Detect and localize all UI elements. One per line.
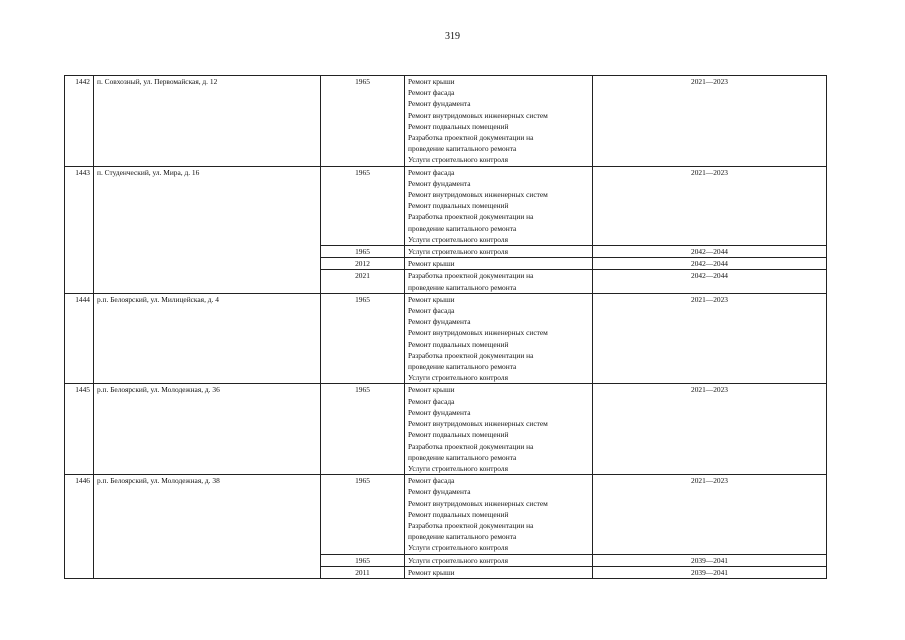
works-cell <box>405 293 593 384</box>
work-item: проведение капитального ремонта <box>408 282 517 292</box>
work-item: Ремонт фундамента <box>408 317 471 327</box>
year-cell: 1965 <box>321 293 405 384</box>
period-cell: 2021—2023 <box>593 475 827 554</box>
works-cell <box>405 566 593 578</box>
period-cell: 2039—2041 <box>593 554 827 566</box>
work-item: Ремонт крыши <box>408 385 455 395</box>
work-item: Ремонт внутридомовых инженерных систем <box>408 328 548 338</box>
work-item: проведение капитального ремонта <box>408 452 517 462</box>
work-item: Ремонт крыши <box>408 567 455 577</box>
work-item: Услуги строительного контроля <box>408 543 508 553</box>
work-item: Разработка проектной документации на <box>408 133 534 143</box>
work-item: Ремонт фундамента <box>408 99 471 109</box>
capital-repair-table <box>64 75 827 579</box>
work-item: Ремонт крыши <box>408 259 455 269</box>
work-item: Услуги строительного контроля <box>408 463 508 473</box>
work-item: Ремонт подвальных помещений <box>408 509 509 519</box>
works-cell <box>405 384 593 475</box>
year-cell: 1965 <box>321 554 405 566</box>
address-cell: р.п. Белоярский, ул. Милицейская, д. 4 <box>94 293 321 384</box>
work-item: Ремонт фасада <box>408 306 455 316</box>
year-cell: 1965 <box>321 384 405 475</box>
work-item: Ремонт внутридомовых инженерных систем <box>408 498 548 508</box>
period-cell: 2042—2044 <box>593 246 827 258</box>
work-item: проведение капитального ремонта <box>408 362 517 372</box>
address-cell: р.п. Белоярский, ул. Молодежная, д. 38 <box>94 475 321 579</box>
period-cell: 2021—2023 <box>593 166 827 245</box>
period-cell: 2021—2023 <box>593 384 827 475</box>
table-row <box>65 475 827 554</box>
year-cell: 1965 <box>321 475 405 554</box>
work-item: Ремонт подвальных помещений <box>408 201 509 211</box>
year-cell: 1965 <box>321 246 405 258</box>
row-number: 1443 <box>65 166 94 293</box>
table-row <box>65 293 827 384</box>
period-cell: 2021—2023 <box>593 293 827 384</box>
works-cell <box>405 554 593 566</box>
works-cell <box>405 76 593 167</box>
work-item: Ремонт фасада <box>408 476 455 486</box>
work-item: Ремонт подвальных помещений <box>408 430 509 440</box>
work-item: Ремонт фундамента <box>408 487 471 497</box>
work-item: Ремонт внутридомовых инженерных систем <box>408 419 548 429</box>
work-item: проведение капитального ремонта <box>408 144 517 154</box>
address-cell: п. Студенческий, ул. Мира, д. 16 <box>94 166 321 293</box>
work-item: Ремонт фундамента <box>408 407 471 417</box>
work-item: Услуги строительного контроля <box>408 373 508 383</box>
year-cell: 1965 <box>321 166 405 245</box>
work-item: Ремонт фасада <box>408 88 455 98</box>
period-cell: 2042—2044 <box>593 258 827 270</box>
work-item: Услуги строительного контроля <box>408 155 508 165</box>
work-item: Услуги строительного контроля <box>408 247 508 257</box>
work-item: Ремонт крыши <box>408 294 455 304</box>
works-cell <box>405 475 593 554</box>
work-item: Услуги строительного контроля <box>408 234 508 244</box>
address-cell: р.п. Белоярский, ул. Молодежная, д. 36 <box>94 384 321 475</box>
work-item: Ремонт внутридомовых инженерных систем <box>408 110 548 120</box>
address-cell: п. Совхозный, ул. Первомайская, д. 12 <box>94 76 321 167</box>
table-body <box>65 76 827 579</box>
page-number: 319 <box>445 31 460 42</box>
work-item: Ремонт фасада <box>408 167 455 177</box>
period-cell: 2039—2041 <box>593 566 827 578</box>
work-item: Ремонт подвальных помещений <box>408 121 509 131</box>
works-cell <box>405 270 593 293</box>
work-item: Разработка проектной документации на <box>408 441 534 451</box>
row-number: 1445 <box>65 384 94 475</box>
works-cell <box>405 258 593 270</box>
year-cell: 1965 <box>321 76 405 167</box>
works-cell <box>405 246 593 258</box>
work-item: Разработка проектной документации на <box>408 350 534 360</box>
period-cell: 2021—2023 <box>593 76 827 167</box>
work-item: Разработка проектной документации на <box>408 271 534 281</box>
period-cell: 2042—2044 <box>593 270 827 293</box>
year-cell: 2012 <box>321 258 405 270</box>
works-cell <box>405 166 593 245</box>
row-number: 1444 <box>65 293 94 384</box>
year-cell: 2021 <box>321 270 405 293</box>
work-item: Ремонт внутридомовых инженерных систем <box>408 190 548 200</box>
work-item: Услуги строительного контроля <box>408 555 508 565</box>
work-item: Ремонт подвальных помещений <box>408 339 509 349</box>
work-item: Ремонт фундамента <box>408 178 471 188</box>
table-row <box>65 384 827 475</box>
work-item: проведение капитального ремонта <box>408 223 517 233</box>
work-item: Ремонт фасада <box>408 396 455 406</box>
work-item: Ремонт крыши <box>408 77 455 86</box>
work-item: Разработка проектной документации на <box>408 520 534 530</box>
row-number: 1442 <box>65 76 94 167</box>
table-row <box>65 76 827 167</box>
year-cell: 2011 <box>321 566 405 578</box>
table-row <box>65 166 827 245</box>
work-item: Разработка проектной документации на <box>408 212 534 222</box>
work-item: проведение капитального ремонта <box>408 532 517 542</box>
row-number: 1446 <box>65 475 94 579</box>
